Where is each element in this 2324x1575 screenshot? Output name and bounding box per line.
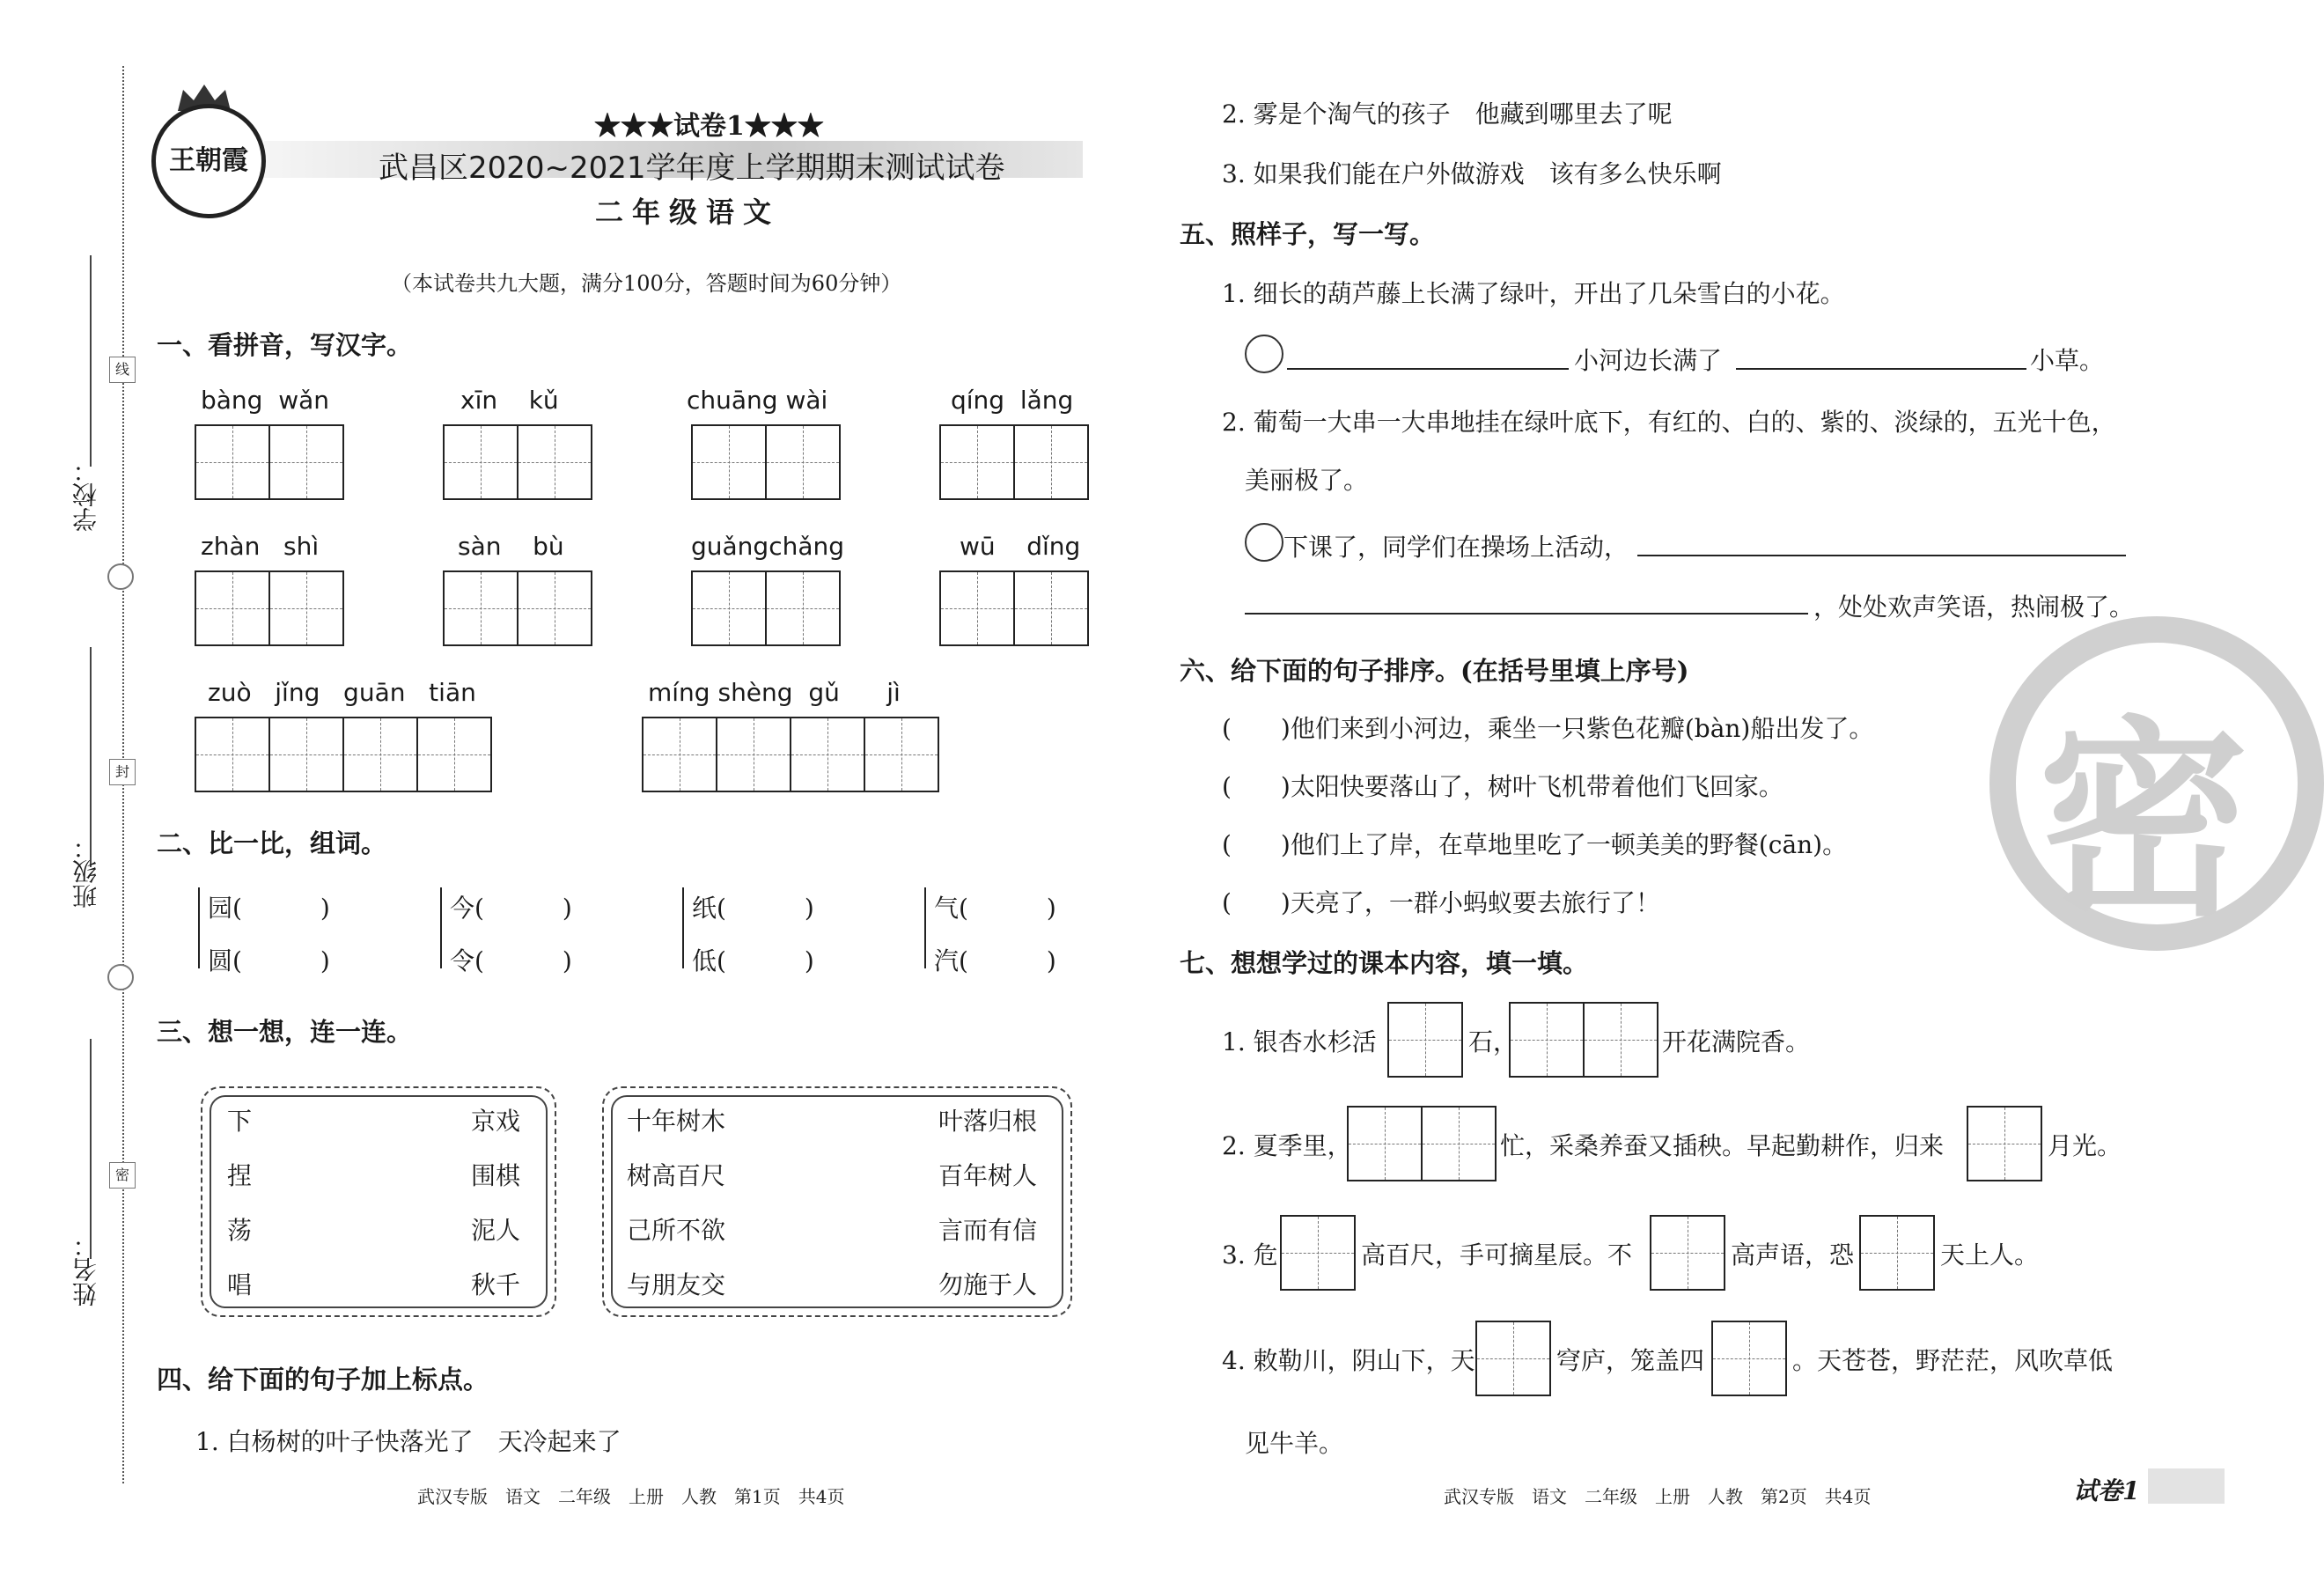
punctuation-item[interactable]: 1. 白杨树的叶子快落光了 天冷起来了	[195, 1427, 621, 1456]
answer-line[interactable]	[1637, 555, 2126, 556]
footer-tag: 试卷1	[2073, 1476, 2140, 1505]
footer-left: 武汉专版 语文 二年级 上册 人教 第1页 共4页	[417, 1486, 845, 1507]
margin-ring	[107, 563, 134, 590]
match-item[interactable]: 唱	[227, 1270, 253, 1299]
fill-text: 石，	[1468, 1027, 1519, 1056]
writing-grid[interactable]	[1387, 1002, 1463, 1078]
order-item[interactable]: ( )天亮了，一群小蚂蚁要去旅行了！	[1222, 888, 1660, 917]
pinyin-label: qíng lǎng	[951, 386, 1074, 415]
pinyin-label: guǎngchǎng	[691, 532, 845, 561]
footer-right: 武汉专版 语文 二年级 上册 人教 第2页 共4页	[1444, 1486, 1872, 1507]
match-item[interactable]: 百年树人	[938, 1161, 1038, 1190]
publisher-logo: 王朝霞	[151, 104, 266, 218]
writing-grid[interactable]	[1475, 1321, 1551, 1396]
pinyin-label: zhàn shì	[201, 532, 320, 561]
writing-grid[interactable]	[691, 570, 841, 646]
match-item[interactable]: 京戏	[471, 1107, 521, 1136]
margin-ring	[107, 964, 134, 990]
word-pair-item[interactable]: 园( )	[208, 894, 330, 923]
page-title: 武昌区2020~2021学年度上学期期末测试试卷	[379, 151, 1005, 186]
margin-tag-line: 线	[109, 357, 136, 383]
writing-grid[interactable]	[195, 717, 492, 792]
order-item[interactable]: ( )他们来到小河边，乘坐一只紫色花瓣(bàn)船出发了。	[1222, 714, 1874, 743]
writing-grid[interactable]	[443, 570, 592, 646]
writing-grid[interactable]	[1509, 1002, 1658, 1078]
word-pair-item[interactable]: 今( )	[450, 894, 572, 923]
exam-note: （本试卷共九大题，满分100分，答题时间为60分钟）	[391, 271, 902, 296]
example-sentence: 2. 葡萄一大串一大串地挂在绿叶底下，有红的、白的、紫的、淡绿的，五光十色，	[1222, 408, 2116, 437]
example-sentence: 1. 细长的葫芦藤上长满了绿叶，开出了几朵雪白的小花。	[1222, 279, 1845, 308]
prompt-text: 小河边长满了	[1574, 346, 1723, 375]
section6-heading: 六、给下面的句子排序。(在括号里填上序号)	[1180, 656, 1689, 686]
fill-text: 月光。	[2048, 1131, 2122, 1160]
flower-icon	[1245, 523, 1283, 562]
writing-grid[interactable]	[1650, 1215, 1725, 1291]
answer-line[interactable]	[1245, 613, 1808, 615]
writing-grid[interactable]	[1347, 1106, 1497, 1181]
word-pair-item[interactable]: 纸( )	[692, 894, 814, 923]
fill-text: 3. 危	[1222, 1240, 1278, 1270]
writing-grid[interactable]	[939, 570, 1089, 646]
writing-grid[interactable]	[939, 424, 1089, 500]
flower-icon	[1245, 335, 1283, 373]
order-item[interactable]: ( )太阳快要落山了，树叶飞机带着他们飞回家。	[1222, 772, 1783, 801]
word-pair-item[interactable]: 令( )	[450, 946, 572, 975]
section4-heading: 四、给下面的句子加上标点。	[157, 1365, 489, 1395]
match-item[interactable]: 捏	[227, 1161, 253, 1190]
writing-grid[interactable]	[1280, 1215, 1356, 1291]
footer-tag-bar	[2148, 1468, 2225, 1504]
match-item[interactable]: 言而有信	[938, 1216, 1038, 1245]
fill-text: 忙，采桑养蚕又插秧。早起勤耕作，归来	[1500, 1131, 1945, 1160]
match-item[interactable]: 下	[227, 1107, 253, 1136]
margin-tag-seal: 封	[109, 759, 136, 785]
match-item[interactable]: 勿施于人	[938, 1270, 1038, 1299]
fill-text: 高声语，恐	[1731, 1240, 1855, 1270]
pinyin-label: zuò jǐng guān tiān	[208, 678, 476, 707]
match-item[interactable]: 十年树木	[627, 1107, 726, 1136]
writing-grid[interactable]	[691, 424, 841, 500]
word-pair-item[interactable]: 圆( )	[208, 946, 330, 975]
prompt-text: 小草。	[2030, 346, 2105, 375]
pinyin-label: xīn kǔ	[460, 386, 559, 415]
pinyin-label: sàn bù	[458, 532, 564, 561]
class-label: 班级：	[71, 835, 100, 909]
word-pair-item[interactable]: 低( )	[692, 946, 814, 975]
name-label: 姓名：	[71, 1233, 100, 1306]
answer-line[interactable]	[1287, 368, 1569, 370]
punctuation-item[interactable]: 3. 如果我们能在户外做游戏 该有多么快乐啊	[1222, 159, 1722, 188]
answer-line[interactable]	[1736, 368, 2026, 370]
match-item[interactable]: 秋千	[471, 1270, 521, 1299]
school-label: 学校：	[71, 458, 100, 532]
word-pair-item[interactable]: 气( )	[934, 894, 1056, 923]
match-item[interactable]: 泥人	[471, 1216, 521, 1245]
name-line	[90, 1039, 92, 1259]
writing-grid[interactable]	[1967, 1106, 2042, 1181]
prompt-text: ，处处欢声笑语，热闹极了。	[1813, 592, 2135, 622]
paper-tag: ★★★试卷1★★★	[594, 111, 824, 142]
fill-text: 穹庐，笼盖四	[1556, 1346, 1705, 1375]
school-line	[90, 255, 92, 467]
writing-grid[interactable]	[443, 424, 592, 500]
fill-text: 见牛羊。	[1245, 1429, 1344, 1458]
stamp-character: 密	[2038, 696, 2250, 945]
word-pair-item[interactable]: 汽( )	[934, 946, 1056, 975]
margin-tag-secret: 密	[109, 1162, 136, 1189]
section1-heading: 一、看拼音，写汉字。	[157, 330, 413, 360]
match-item[interactable]: 己所不欲	[627, 1216, 726, 1245]
section5-heading: 五、照样子，写一写。	[1180, 219, 1436, 249]
writing-grid[interactable]	[642, 717, 939, 792]
section2-heading: 二、比一比，组词。	[157, 828, 387, 858]
example-sentence: 美丽极了。	[1245, 466, 1369, 495]
writing-grid[interactable]	[195, 424, 344, 500]
section3-heading: 三、想一想，连一连。	[157, 1017, 413, 1047]
match-item[interactable]: 荡	[227, 1216, 253, 1245]
fill-text: 2. 夏季里，	[1222, 1131, 1352, 1160]
pinyin-label: bàng wǎn	[201, 386, 330, 415]
fill-text: 天上人。	[1940, 1240, 2040, 1270]
writing-grid[interactable]	[1711, 1321, 1787, 1396]
punctuation-item[interactable]: 2. 雾是个淘气的孩子 他藏到哪里去了呢	[1222, 99, 1673, 129]
match-item[interactable]: 树高百尺	[627, 1161, 726, 1190]
match-item[interactable]: 与朋友交	[627, 1270, 726, 1299]
writing-grid[interactable]	[1859, 1215, 1935, 1291]
pinyin-label: chuāng wài	[687, 386, 828, 415]
fill-text: 高百尺，手可摘星辰。不	[1361, 1240, 1633, 1270]
section7-heading: 七、想想学过的课本内容，填一填。	[1180, 948, 1589, 978]
fill-text: 4. 敕勒川，阴山下，天	[1222, 1346, 1475, 1375]
order-item[interactable]: ( )他们上了岸，在草地里吃了一顿美美的野餐(cān)。	[1222, 830, 1848, 859]
pinyin-label: wū dǐng	[960, 532, 1081, 561]
fill-text: 开花满院香。	[1662, 1027, 1811, 1056]
page-subtitle: 二年级语文	[595, 195, 781, 229]
fill-text: 1. 银杏水杉活	[1222, 1027, 1377, 1056]
writing-grid[interactable]	[195, 570, 344, 646]
match-item[interactable]: 围棋	[471, 1161, 521, 1190]
pinyin-label: míng shèng gǔ jì	[648, 678, 901, 707]
prompt-text: 下课了，同学们在操场上活动，	[1283, 533, 1629, 562]
match-item[interactable]: 叶落归根	[938, 1107, 1038, 1136]
fill-text: 。天苍苍，野茫茫，风吹草低	[1792, 1346, 2114, 1375]
